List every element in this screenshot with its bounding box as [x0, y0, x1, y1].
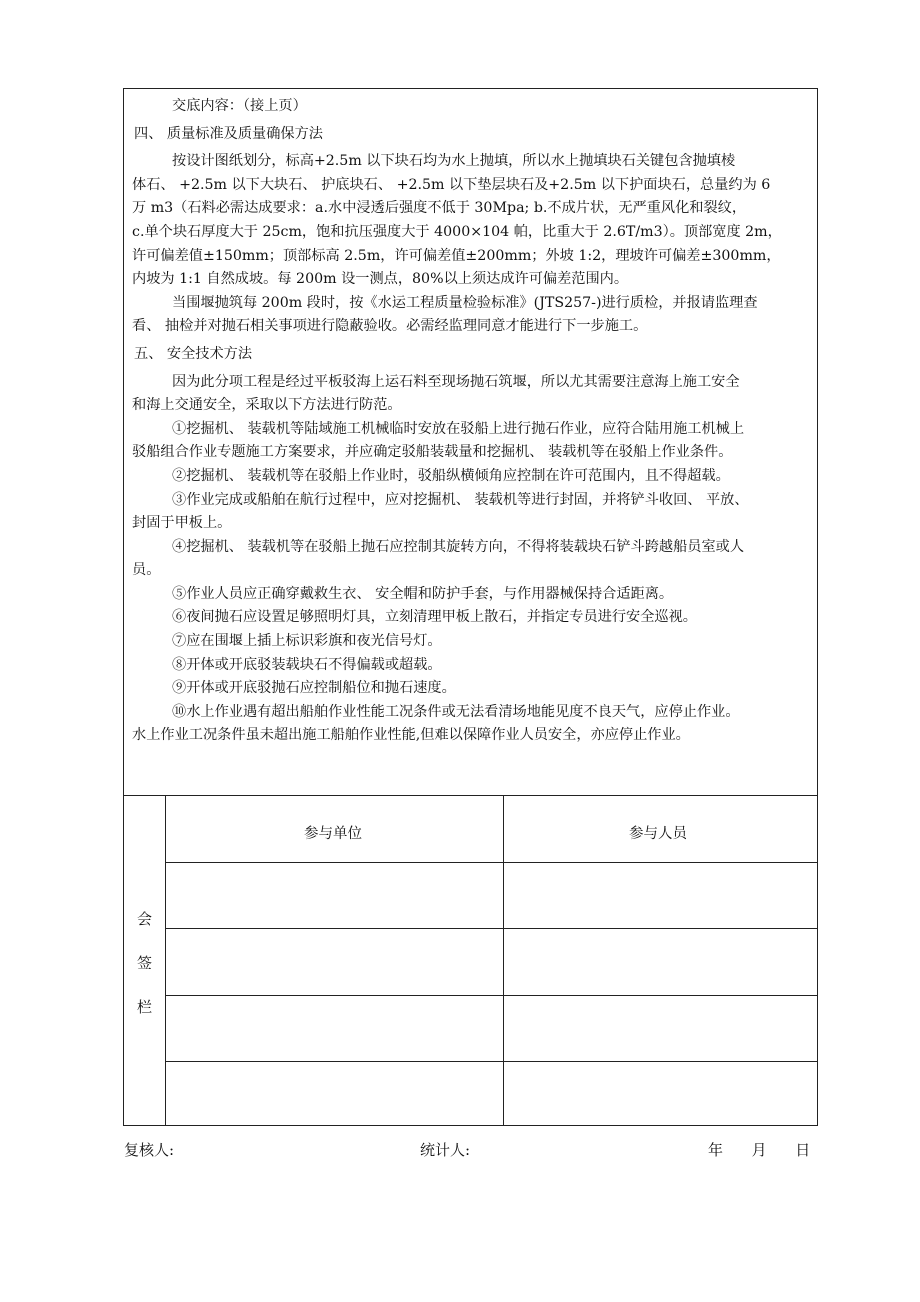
section5-heading: 五、 安全技术方法 — [134, 345, 253, 362]
section5-intro-line: 因为此分项工程是经过平板驳海上运石料至现场抛石筑堰，所以尤其需要注意海上施工安全 — [172, 373, 740, 390]
safety-item-2: ②挖掘机、 装载机等在驳船上作业时，驳船纵横倾角应控制在许可范围内，且不得超载。 — [172, 467, 730, 484]
section4-para2-line: 当围堰抛筑每 200m 段时，按《水运工程质量检验标准》(JTS257-)进行质检，并报请监理查 — [172, 294, 758, 311]
side-char: 签 — [137, 954, 153, 972]
signoff-row[interactable] — [165, 862, 817, 929]
statistician-label: 统计人: — [420, 1141, 471, 1159]
col-header-people: 参与人员 — [629, 826, 687, 842]
form-frame — [123, 88, 818, 1126]
content-area — [124, 89, 817, 795]
safety-item-7: ⑦应在围堰上插上标识彩旗和夜光信号灯。 — [172, 633, 442, 650]
side-char: 栏 — [137, 998, 153, 1016]
side-char: 会 — [137, 910, 153, 928]
safety-item-10-cont: 水上作业工况条件虽未超出施工船舶作业性能,但难以保障作业人员安全，亦应停止作业。 — [132, 727, 690, 744]
section5-intro-line: 和海上交通安全，采取以下方法进行防范。 — [132, 397, 402, 414]
continuation-label: 交底内容：（接上页） — [172, 98, 307, 114]
safety-item-3: ③作业完成或船舶在航行过程中，应对挖掘机、 装载机等进行封固，并将铲斗收回、 平放、 — [172, 491, 749, 508]
safety-item-3-cont: 封固于甲板上。 — [132, 515, 232, 532]
section4-heading: 四、 质量标准及质量确保方法 — [134, 125, 323, 142]
col-header-unit: 参与单位 — [304, 826, 362, 842]
safety-item-6: ⑥夜间抛石应设置足够照明灯具，立刻清理甲板上散石，并指定专员进行安全巡视。 — [172, 609, 697, 626]
reviewer-label: 复核人: — [124, 1141, 175, 1159]
date-label: 年 月 日 — [708, 1141, 811, 1159]
header-row — [165, 796, 817, 863]
section4-para2-line: 看、 抽检并对抛石相关事项进行隐蔽验收。必需经监理同意才能进行下一步施工。 — [132, 318, 648, 335]
safety-item-8: ⑧开体或开底驳装载块石不得偏载或超载。 — [172, 656, 442, 673]
signoff-row[interactable] — [165, 928, 817, 996]
signoff-side-label — [124, 796, 166, 1126]
safety-item-1-cont: 驳船组合作业专题施工方案要求，并应确定驳船装载量和挖掘机、 装载机等在驳船上作业条件。 — [132, 444, 733, 461]
section4-line: 许可偏差值±150mm；顶部标高 2.5m，许可偏差值±200mm；外坡 1:2，理坡许可偏差±300mm， — [132, 247, 781, 264]
safety-item-1: ①挖掘机、 装载机等陆域施工机械临时安放在驳船上进行抛石作业，应符合陆用施工机械上 — [172, 420, 745, 437]
section4-line: 万 m3（石料必需达成要求：a.水中浸透后强度不低于 30Mpa; b.不成片状，无严重风化和裂纹， — [132, 200, 747, 217]
section4-line: 按设计图纸划分，标高+2.5m 以下块石均为水上抛填，所以水上抛填块石关键包含抛填棱 — [172, 153, 736, 170]
section4-line: 体石、 +2.5m 以下大块石、 护底块石、 +2.5m 以下垫层块石及+2.5m 以下护面块石，总量约为 6 — [132, 176, 771, 193]
safety-item-10: ⑩水上作业遇有超出船舶作业性能工况条件或无法看清场地能见度不良天气，应停止作业。 — [172, 703, 740, 720]
signoff-section — [124, 795, 817, 1126]
section4-line: 内坡为 1:1 自然成坡。每 200m 设一测点，80%以上须达成许可偏差范围内。 — [132, 271, 629, 288]
safety-item-4-cont: 员。 — [132, 562, 161, 579]
safety-item-4: ④挖掘机、 装载机等在驳船上抛石应控制其旋转方向，不得将装载块石铲斗跨越船员室或人 — [172, 538, 745, 555]
safety-item-9: ⑨开体或开底驳抛石应控制船位和抛石速度。 — [172, 680, 456, 697]
safety-item-5: ⑤作业人员应正确穿戴救生衣、 安全帽和防护手套，与作用器械保持合适距离。 — [172, 585, 674, 602]
signoff-row[interactable] — [165, 995, 817, 1062]
section4-line: c.单个块石厚度大于 25cm，饱和抗压强度大于 4000×104 帕，比重大于 2.6T/m3）。顶部宽度 2m， — [132, 223, 782, 240]
